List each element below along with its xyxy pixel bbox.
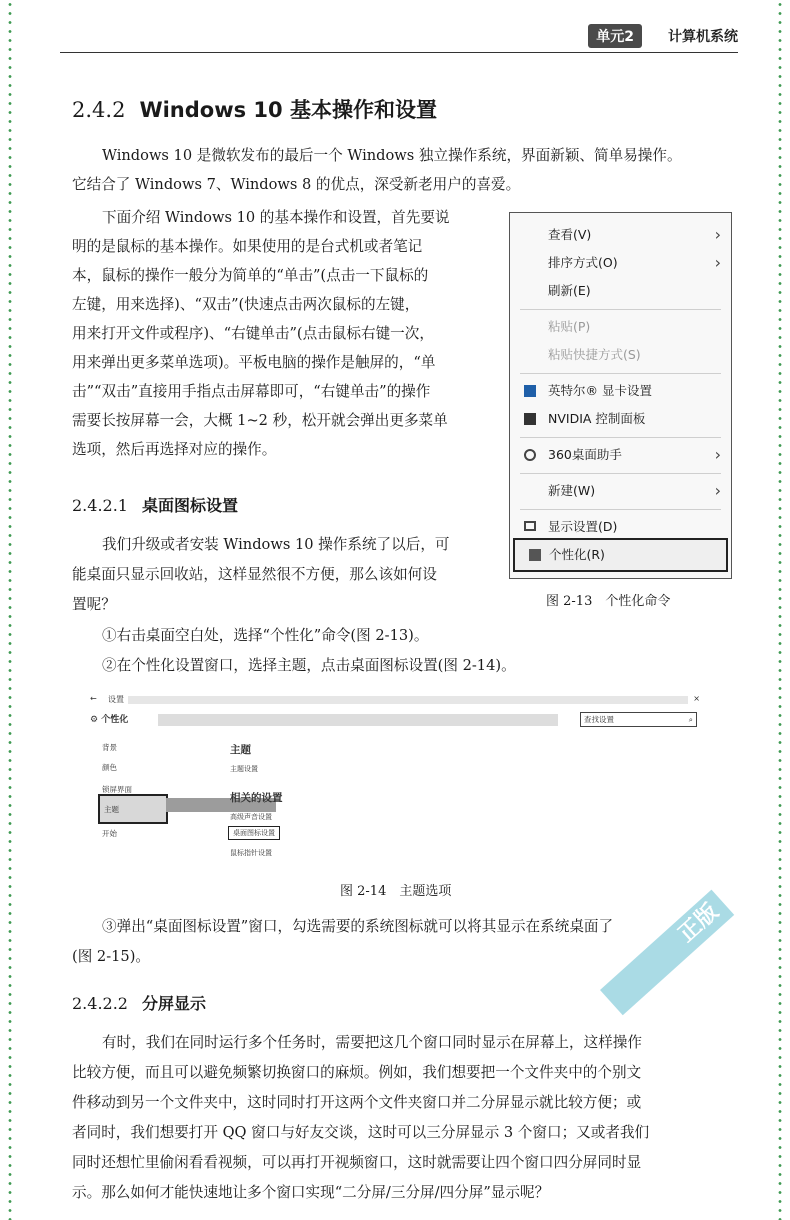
desktop-line-1: 我们升级或者安装 Windows 10 操作系统了以后，可 [102, 536, 450, 553]
step-1: ①右击桌面空白处，选择“个性化”命令(图 2-13)。 [102, 627, 429, 644]
mouse-line-2: 明的是鼠标的基本操作。如果使用的是台式机或者笔记 [72, 238, 423, 255]
context-menu [509, 212, 732, 579]
step-2: ②在个性化设置窗口，选择主题，点击桌面图标设置(图 2-14)。 [102, 657, 516, 674]
display-icon [524, 521, 536, 531]
mouse-line-9: 选项，然后再选择对应的操作。 [72, 441, 277, 458]
chevron-right-icon: › [714, 445, 721, 464]
sidebar-item-lockscreen[interactable]: 锁屏界面 [102, 785, 132, 794]
gear-icon: ⚙ [90, 715, 99, 725]
menu-separator [520, 509, 721, 510]
menu-separator [520, 473, 721, 474]
sidebar-item-background[interactable]: 背景 [102, 743, 117, 752]
mouse-line-7: 击”“双击”直接用手指点击屏幕即可，“右键单击”的操作 [72, 383, 431, 400]
menu-item-view[interactable]: 查看(V) › [510, 223, 731, 247]
chevron-right-icon: › [714, 225, 721, 244]
mouse-line-6: 用来弹出更多菜单选项)。平板电脑的操作是触屏的，“单 [72, 354, 436, 371]
sidebar-item-start[interactable]: 开始 [102, 829, 117, 838]
nvidia-icon [524, 413, 536, 425]
subsection-desktop-icons [72, 493, 238, 516]
running-header [60, 22, 738, 53]
themes-heading: 主题 [230, 744, 251, 756]
desktop-line-2: 能桌面只显示回收站，这样显然很不方便，那么该如何设 [72, 566, 437, 583]
menu-separator [520, 373, 721, 374]
mouse-line-3: 本，鼠标的操作一般分为简单的“单击”(点击一下鼠标的 [72, 267, 429, 284]
sidebar-item-themes[interactable]: 主题 [104, 805, 119, 814]
advanced-sound-link[interactable]: 高级声音设置 [230, 813, 272, 821]
related-settings-heading: 相关的设置 [230, 792, 283, 804]
chevron-right-icon: › [714, 253, 721, 272]
mouse-line-5: 用来打开文件或程序)、“右键单击”(点击鼠标右键一次， [72, 325, 434, 342]
mouse-line-8: 需要长按屏幕一会，大概 1~2 秒，松开就会弹出更多菜单 [72, 412, 448, 429]
window-app-name: 设置 [108, 695, 124, 704]
desktop-line-3: 置呢？ [72, 596, 116, 613]
mouse-pointer-link[interactable]: 鼠标指针设置 [230, 849, 272, 857]
chevron-right-icon: › [714, 481, 721, 500]
subsection-number: 2.4.2.1 [72, 496, 128, 515]
split-line-4: 者同时，我们想要打开 QQ 窗口与好友交谈，这时可以三分屏显示 3 个窗口；又或者我们 [72, 1124, 650, 1141]
header-shade [158, 714, 558, 726]
menu-item-360-assistant[interactable]: 360桌面助手 › [510, 443, 731, 467]
page-title: ⚙ 个性化 [90, 715, 129, 725]
split-line-3: 件移动到另一个文件夹中，这时同时打开这两个文件夹窗口并二分屏显示就比较方便；或 [72, 1094, 642, 1111]
split-line-1: 有时，我们在同时运行多个任务时，需要把这几个窗口同时显示在屏幕上，这样操作 [102, 1034, 642, 1051]
desktop-icon-settings-link[interactable]: 桌面图标设置 [228, 826, 280, 840]
unit-badge: 单元2 [588, 24, 642, 48]
right-dotted-border [778, 0, 782, 1220]
theme-settings-link[interactable]: 主题设置 [230, 765, 258, 773]
menu-item-refresh[interactable]: 刷新(E) [548, 283, 591, 298]
split-line-2: 比较方便，而且可以避免频繁切换窗口的麻烦。例如，我们想要把一个文件夹中的个别文 [72, 1064, 642, 1081]
split-line-6: 示。那么如何才能快速地让多个窗口实现“二分屏/三分屏/四分屏”显示呢？ [72, 1184, 550, 1201]
intel-graphics-icon [524, 385, 536, 397]
menu-item-nvidia[interactable]: NVIDIA 控制面板 [510, 407, 731, 431]
menu-item-paste-shortcut: 粘贴快捷方式(S) [548, 347, 641, 362]
settings-window [88, 690, 704, 862]
title-bar-shade [128, 696, 688, 704]
figure-2-13-caption: 图 2-13 个性化命令 [546, 594, 671, 609]
menu-item-new[interactable]: 新建(W) › [510, 479, 731, 503]
search-icon: ⌕ [688, 715, 693, 724]
menu-item-personalize[interactable]: 个性化(R) [513, 538, 728, 572]
section-title [72, 94, 437, 124]
close-icon[interactable]: × [693, 694, 700, 703]
section-title-text: Windows 10 基本操作和设置 [139, 98, 437, 122]
menu-separator [520, 437, 721, 438]
intro-line-1: Windows 10 是微软发布的最后一个 Windows 独立操作系统，界面新颖、简单易操作。 [102, 147, 682, 164]
subsection-title: 桌面图标设置 [141, 496, 238, 515]
intro-line-2: 它结合了 Windows 7、Windows 8 的优点，深受新老用户的喜爱。 [72, 176, 521, 193]
search-input[interactable]: 查找设置 ⌕ [580, 712, 697, 727]
mouse-line-4: 左键，用来选择)、“双击”(快速点击两次鼠标的左键， [72, 296, 420, 313]
360-assistant-icon [524, 449, 536, 461]
step-3-line-2: (图 2-15)。 [72, 948, 150, 965]
back-arrow-icon[interactable]: ← [90, 694, 97, 703]
personalize-icon [529, 549, 541, 561]
subsection-number: 2.4.2.2 [72, 994, 128, 1013]
left-dotted-border [8, 0, 12, 1220]
step-3-line-1: ③弹出“桌面图标设置”窗口，勾选需要的系统图标就可以将其显示在系统桌面了 [102, 918, 614, 935]
unit-title: 计算机系统 [668, 29, 738, 45]
watermark: 正版 [600, 890, 734, 1016]
menu-separator [520, 309, 721, 310]
menu-item-paste: 粘贴(P) [548, 319, 591, 334]
subsection-title: 分屏显示 [141, 994, 206, 1013]
menu-item-intel-graphics[interactable]: 英特尔® 显卡设置 [510, 379, 731, 403]
section-number: 2.4.2 [72, 98, 126, 122]
subsection-split-screen [72, 991, 206, 1014]
figure-2-14-caption: 图 2-14 主题选项 [340, 884, 452, 899]
sidebar-item-colors[interactable]: 颜色 [102, 763, 117, 772]
split-line-5: 同时还想忙里偷闲看看视频，可以再打开视频窗口，这时就需要让四个窗口四分屏同时显 [72, 1154, 642, 1171]
menu-item-display-settings[interactable]: 显示设置(D) [510, 515, 731, 539]
menu-item-sort[interactable]: 排序方式(O) › [510, 251, 731, 275]
mouse-line-1: 下面介绍 Windows 10 的基本操作和设置，首先要说 [102, 209, 450, 226]
